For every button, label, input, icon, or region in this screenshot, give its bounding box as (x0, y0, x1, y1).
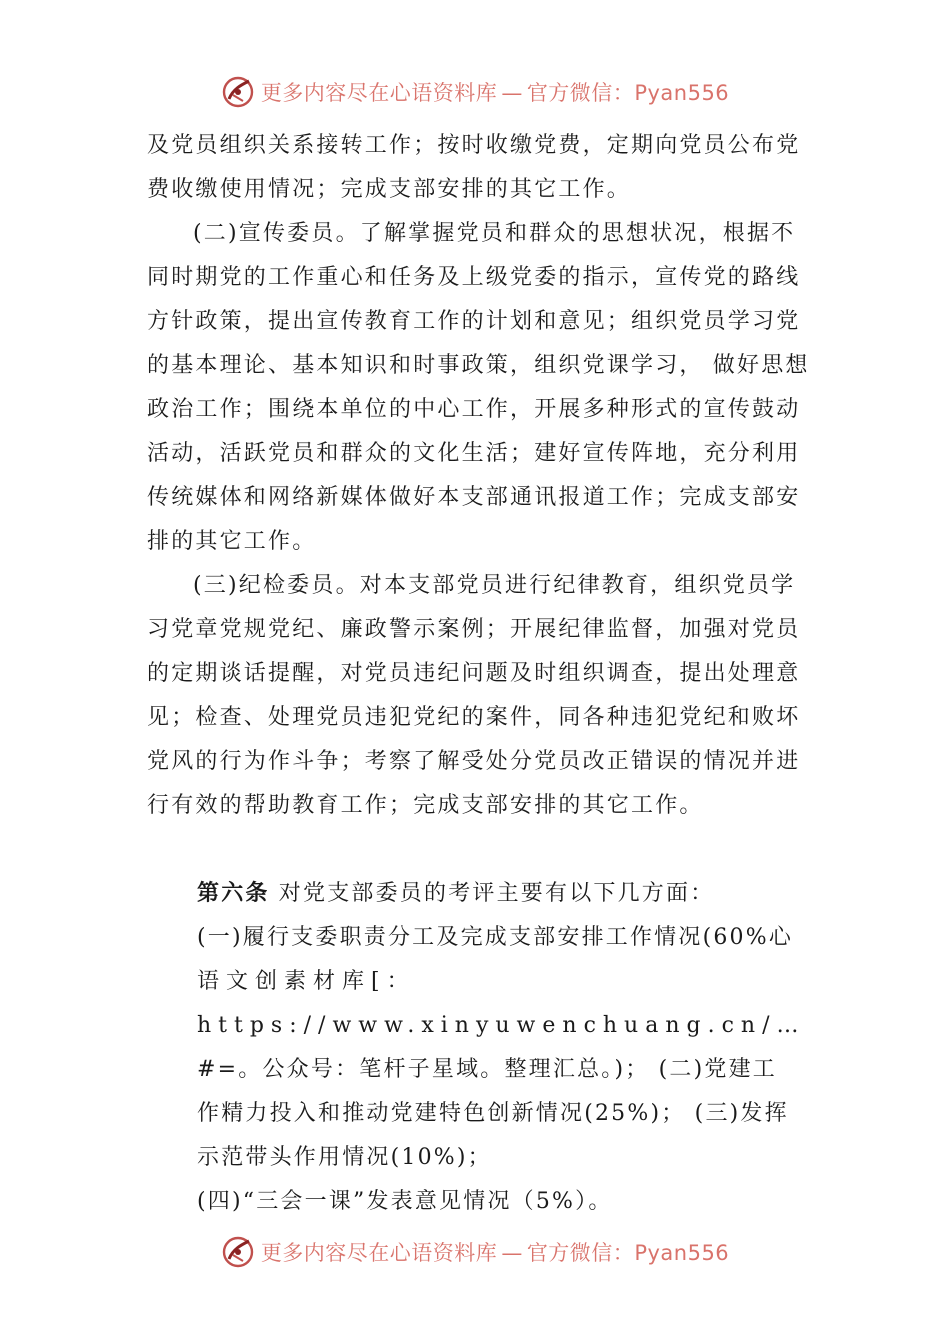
article-six-line: 示范带头作用情况(10%)； (197, 1145, 492, 1170)
article-six-line: (四)“三会一课”发表意见情况（5%）。 (197, 1189, 613, 1214)
paragraph-continuation: 及党员组织关系接转工作；按时收缴党费，定期向党员公布党费收缴使用情况；完成支部安排的其它工作。 (147, 133, 801, 202)
header-watermark-banner (0, 70, 950, 114)
article-six-line: (一)履行支委职责分工及完成支部安排工作情况(60%心 (197, 925, 794, 950)
article-six-heading: 第六条 (197, 881, 270, 906)
article-six-line: 作精力投入和推动党建特色创新情况(25%)； (三)发挥 (197, 1101, 789, 1126)
article-six-heading-line (197, 872, 837, 916)
banner-text: 更多内容尽在心语资料库 — 官方微信：Pyan556 (260, 1241, 730, 1265)
footer-watermark-banner (0, 1230, 950, 1274)
banner-text: 更多内容尽在心语资料库 — 官方微信：Pyan556 (260, 81, 730, 105)
paragraph-discipline-committee: (三)纪检委员。对本支部党员进行纪律教育，组织党员学习党章党规党纪、廉政警示案例；开展纪律监督，加强对党员的定期谈话提醒，对党员违纪问题及时组织调查，提出处理意见；检查、处理党员违犯党纪的案件，同各种违犯党纪和败坏党风的行为作斗争；考察了解受处分党员改正错误的情况并进行有效的帮助教育工作；完成支部安排的其它工作。 (147, 573, 801, 818)
paragraph-propaganda-committee: (二)宣传委员。了解掌握党员和群众的思想状况，根据不同时期党的工作重心和任务及上级党委的指示，宣传党的路线方针政策，提出宣传教育工作的计划和意见；组织党员学习党的基本理论、基本知识和时事政策，组织党课学习， 做好思想政治工作；围绕本单位的中心工作，开展多种形式的宣传鼓动活动，活跃党员和群众的文化生活；建好宣传阵地，充分利用传统媒体和网络新媒体做好本支部通讯报道工作；完成支部安排的其它工作。 (147, 221, 810, 554)
document-body (147, 124, 812, 828)
article-six-line: #=。公众号：笔杆子星域。整理汇总。)； (二)党建工 (197, 1057, 778, 1082)
brand-logo-icon (221, 75, 255, 109)
article-six-intro: 对党支部委员的考评主要有以下几方面： (269, 881, 715, 906)
brand-logo-icon (221, 1235, 255, 1269)
article-six-line: 语文创素材库[：https://www.xinyuwenchuang.cn/… (197, 969, 806, 1038)
article-six (197, 872, 837, 1224)
